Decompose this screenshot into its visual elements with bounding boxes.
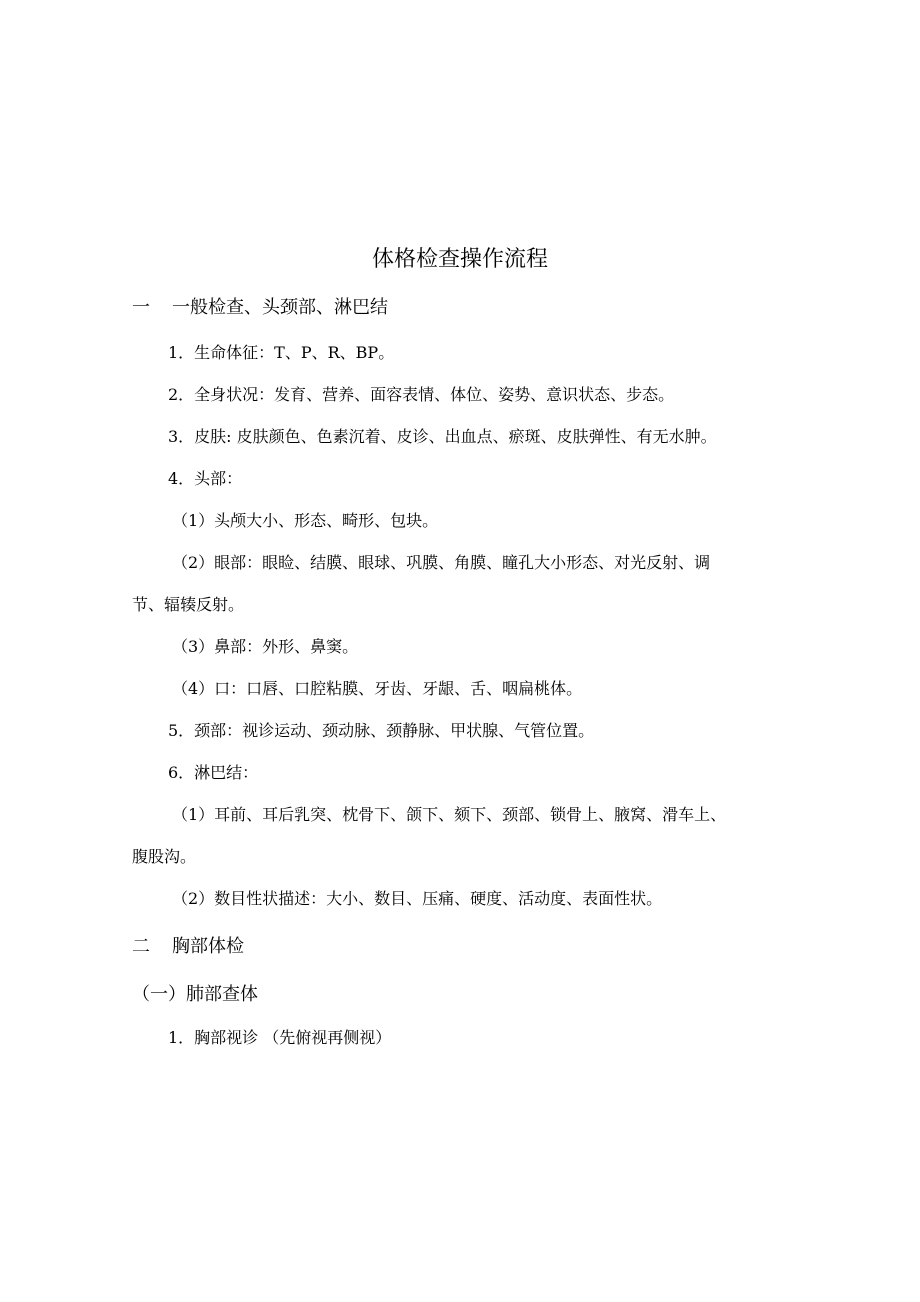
item-eyes: （2）眼部：眼睑、结膜、眼球、巩膜、角膜、瞳孔大小形态、对光反射、调 [172,553,711,572]
item-mouth: （4）口：口唇、口腔粘膜、牙齿、牙龈、舌、咽扁桃体。 [172,679,583,698]
item-head: 4．头部： [168,469,243,488]
item-chest-inspection: 1．胸部视诊 （先俯视再侧视） [168,1028,392,1047]
item-lymph-locations: （1）耳前、耳后乳突、枕骨下、颌下、颏下、颈部、锁骨上、腋窝、滑车上、 [172,805,727,824]
item-nose: （3）鼻部：外形、鼻窦。 [172,637,359,656]
section-heading-1 [132,294,388,322]
section-title: 胸部体检 [172,936,244,957]
section-heading-2 [132,933,244,961]
item-skull: （1）头颅大小、形态、畸形、包块。 [172,511,439,530]
section-number: 二 [132,936,150,957]
item-vital-signs: 1．生命体征：T、P、R、BP。 [168,343,395,362]
section-number: 一 [132,297,150,318]
document-title: 体格检查操作流程 [371,247,548,272]
item-eyes-continued: 节、辐辏反射。 [132,595,245,614]
section-title: 一般检查、头颈部、淋巴结 [172,297,388,318]
item-lymph-description: （2）数目性状描述：大小、数目、压痛、硬度、活动度、表面性状。 [172,889,663,908]
item-lymph-locations-continued: 腹股沟。 [132,847,197,866]
item-skin: 3．皮肤: 皮肤颜色、色素沉着、皮诊、出血点、瘀斑、皮肤弹性、有无水肿。 [168,427,717,446]
item-general-condition: 2．全身状况：发育、营养、面容表情、体位、姿势、意识状态、步态。 [168,385,675,404]
subsection-heading: （一）肺部查体 [132,984,258,1005]
item-neck: 5．颈部：视诊运动、颈动脉、颈静脉、甲状腺、气管位置。 [168,721,595,740]
item-lymph-nodes: 6．淋巴结： [168,763,259,782]
